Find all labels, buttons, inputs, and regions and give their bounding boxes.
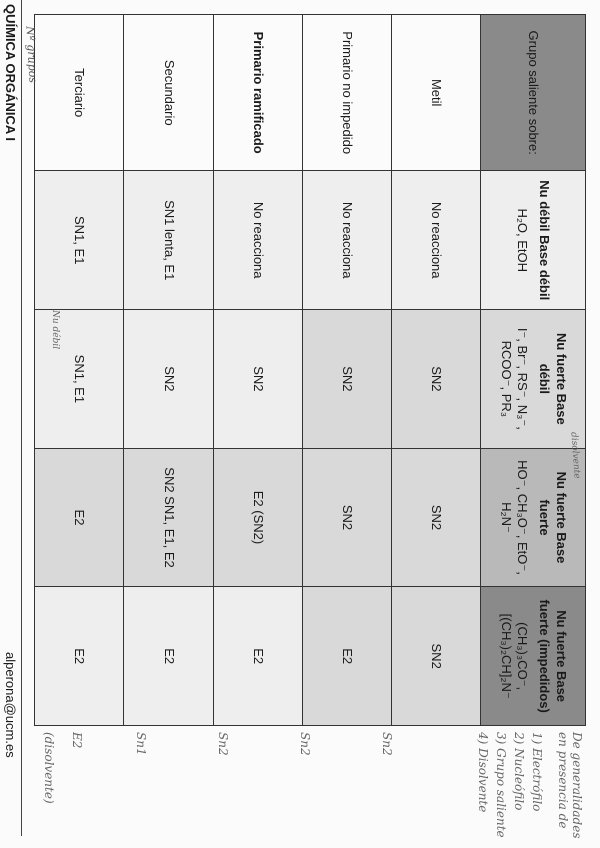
margin-note: De generalidades en presencia de: [556, 732, 584, 839]
table-cell: SN1 lenta, E1: [124, 171, 213, 310]
header-label: Nu débil Base débil: [537, 180, 553, 301]
table-cell: SN2: [392, 448, 481, 587]
table-cell: E2: [35, 587, 124, 726]
table-row-secondary: [124, 15, 213, 726]
row-label: Metil: [392, 15, 481, 171]
reaction-table: [34, 14, 586, 726]
header-cell-strong-nu-strong-base: [481, 448, 586, 587]
small-note: Nu débil: [50, 310, 60, 350]
header-examples: H₂O, EtOH: [515, 208, 531, 272]
table-cell: No reacciona: [213, 171, 302, 310]
table-cell: SN2: [302, 310, 391, 449]
handwritten-margin-notes: [29, 732, 584, 842]
table-header-row: [481, 15, 586, 726]
table-cell: No reacciona: [302, 171, 391, 310]
header-cell-strong-nu-weak-base: [481, 310, 586, 449]
row-note: Sn2: [216, 732, 230, 756]
table-row-primary-unhindered: [302, 15, 391, 726]
margin-note: 3) Grupo saliente: [494, 732, 508, 838]
handwritten-note-top: Nº grupos: [23, 25, 40, 84]
header-label: Nu fuerte Base fuerte: [537, 471, 569, 564]
header-cell-weak-nu-weak-base: [481, 171, 586, 310]
header-label: Nu fuerte Base fuerte (impedidos): [537, 599, 569, 713]
table-row-tertiary: [35, 15, 124, 726]
header-cell-hindered-strong-base: [481, 587, 586, 726]
course-title: QUÍMICA ORGÁNICA I: [3, 4, 18, 141]
row-label: Primario ramificado: [213, 15, 302, 171]
row-label: Terciario: [35, 15, 124, 171]
header-examples: HO⁻, CH₃O⁻, EtO⁻, H₂N⁻: [498, 460, 531, 575]
table-cell: E2: [35, 448, 124, 587]
table-cell: E2: [124, 587, 213, 726]
row-note: Sn1: [134, 732, 148, 756]
row-label: Primario no impedido: [302, 15, 391, 171]
margin-note: 1) Electrófilo: [530, 732, 544, 812]
table-row-primary-branched: [213, 15, 302, 726]
table-cell: SN2: [302, 448, 391, 587]
table-cell: E2: [302, 587, 391, 726]
header-rule: [21, 0, 22, 836]
header-label: Grupo saliente sobre:: [526, 30, 542, 155]
margin-note: 2) Nucleófilo: [512, 732, 526, 811]
header-label: Nu fuerte Base débil: [537, 332, 569, 425]
table-cell: SN2: [124, 310, 213, 449]
table-cell: SN1, E1: [35, 310, 124, 449]
header-examples: I⁻, Br⁻, RS⁻, N₃⁻, RCOO⁻, PR₃: [498, 327, 531, 430]
row-note: E2: [70, 732, 84, 749]
small-note: disolvente: [568, 431, 582, 480]
table-cell: E2 (SN2): [213, 448, 302, 587]
table-cell: No reacciona: [392, 171, 481, 310]
bottom-note: (disolvente): [42, 732, 56, 804]
table-cell: SN1, E1: [35, 171, 124, 310]
header-examples: (CH₃)₃CO⁻, [(CH₃)₂CH]₂N⁻: [498, 613, 531, 699]
row-label: Secundario: [124, 15, 213, 171]
row-note: Sn2: [380, 732, 394, 756]
table-row-methyl: [392, 15, 481, 726]
table-cell: SN2: [213, 310, 302, 449]
table-cell: SN2: [392, 587, 481, 726]
margin-note: 4) Disolvente: [476, 732, 490, 813]
table-cell: SN2: [392, 310, 481, 449]
table-cell: E2: [213, 587, 302, 726]
header-cell-leaving-group: [481, 15, 586, 171]
table-cell: SN2 SN1, E1, E2: [124, 448, 213, 587]
row-note: Sn2: [298, 732, 312, 756]
author-email: alperona@ucm.es: [3, 652, 18, 758]
